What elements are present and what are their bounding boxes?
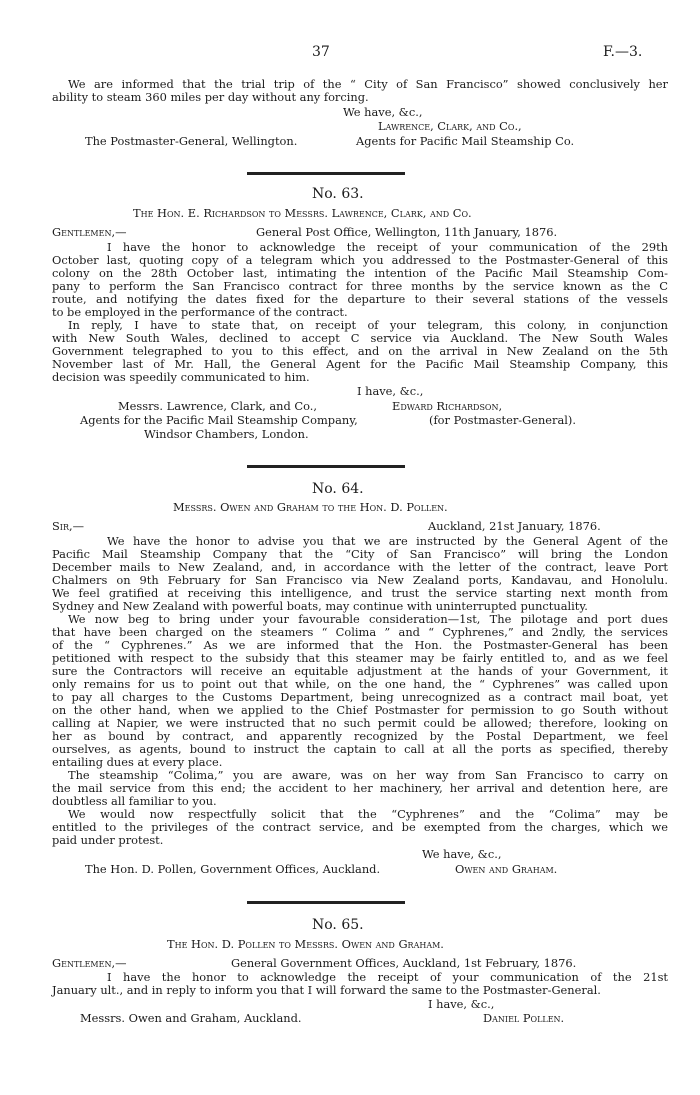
section-divider xyxy=(247,465,405,468)
body-line: We feel gratified at receiving this intelligence, and trust the service starting next month from xyxy=(52,586,668,600)
signature-note: (for Postmaster-General). xyxy=(429,413,576,427)
intro-line: ability to steam 360 miles per day without any forcing. xyxy=(52,90,369,104)
body-line: October last, quoting copy of a telegram which you addressed to the Postmaster-General of this xyxy=(52,253,668,267)
salutation: Gentlemen,— xyxy=(52,956,127,970)
body-line: only remains for us to point out that while, on the one hand, the “ Cyphrenes” was called upon xyxy=(52,677,668,691)
section-divider xyxy=(247,901,405,904)
body-line: January ult., and in reply to inform you that I will forward the same to the Postmaster-General. xyxy=(52,983,601,997)
body-line: paid under protest. xyxy=(52,833,164,847)
letter-heading: Messrs. Owen and Graham to the Hon. D. Pollen. xyxy=(173,500,448,514)
body-line: petitioned with respect to the subsidy that this steamer may be fairly entitled to, and as we feel xyxy=(52,651,668,665)
body-line: calling at Napier, we were instructed that no such permit could be allowed; therefore, looking on xyxy=(52,716,668,730)
salutation: Gentlemen,— xyxy=(52,225,127,239)
body-line: We have the honor to advise you that we are instructed by the General Agent of the xyxy=(107,534,668,548)
addressee-line: Messrs. Lawrence, Clark, and Co., xyxy=(118,399,318,413)
body-line: that have been charged on the steamers “ Colima ” and “ Cyphrenes,” and 2ndly, the services xyxy=(52,625,668,639)
letter-heading: The Hon. E. Richardson to Messrs. Lawrence, Clark, and Co. xyxy=(133,206,472,220)
body-line: decision was speedily communicated to him. xyxy=(52,370,310,384)
body-line: sure the Contractors will receive an equitable adjustment at the hands of your Government, it xyxy=(52,664,668,678)
salutation: Sir,— xyxy=(52,519,84,533)
body-line: I have the honor to acknowledge the receipt of your communication of the 21st xyxy=(107,970,668,984)
addressee-line: Windsor Chambers, London. xyxy=(144,427,309,441)
letter-heading: The Hon. D. Pollen to Messrs. Owen and Graham. xyxy=(167,937,444,951)
letter-number: No. 65. xyxy=(312,917,364,933)
body-line: with New South Wales, declined to accept C service via Auckland. The New South Wales xyxy=(52,331,668,345)
section-divider xyxy=(247,172,405,175)
body-line: entitled to the privileges of the contract service, and be exempted from the charges, which we xyxy=(52,820,668,834)
place-date: General Post Office, Wellington, 11th January, 1876. xyxy=(256,225,558,239)
page-number: 37 xyxy=(312,44,330,60)
body-line: We now beg to bring under your favourable consideration—1st, The pilotage and port dues xyxy=(68,612,668,626)
body-line: of the “ Cyphrenes.” As we are informed that the Hon. the Postmaster-General has been xyxy=(52,638,668,652)
signature: Lawrence, Clark, and Co., xyxy=(378,119,522,133)
body-line: December mails to New Zealand, and, in accordance with the letter of the contract, leave Port xyxy=(52,560,668,574)
signature: Edward Richardson, xyxy=(392,399,503,413)
body-line: Chalmers on 9th February for San Francisco via New Zealand ports, Kandavau, and Honolulu. xyxy=(52,573,668,587)
body-line: her as bound by contract, and apparently recognized by the Postal Department, we feel xyxy=(52,729,668,743)
body-line: on the other hand, when we applied to the Chief Postmaster for permission to go South without xyxy=(52,703,668,717)
body-line: I have the honor to acknowledge the receipt of your communication of the 29th xyxy=(107,240,668,254)
body-line: to be employed in the performance of the contract. xyxy=(52,305,348,319)
body-line: We would now respectfully solicit that the “Cyphrenes” and the “Colima” may be xyxy=(68,807,668,821)
body-line: ourselves, as agents, bound to instruct the captain to call at all the ports as specified, thereby xyxy=(52,742,668,756)
body-line: Sydney and New Zealand with powerful boats, may continue with uninterrupted punctuality. xyxy=(52,599,588,613)
place-date: Auckland, 21st January, 1876. xyxy=(428,519,601,533)
closing-line: We have, &c., xyxy=(422,847,502,861)
body-line: November last of Mr. Hall, the General Agent for the Pacific Mail Steamship Company, this xyxy=(52,357,668,371)
addressee: Messrs. Owen and Graham, Auckland. xyxy=(80,1011,302,1025)
letter-number: No. 63. xyxy=(312,186,364,202)
body-line: doubtless all familiar to you. xyxy=(52,794,217,808)
body-line: to pay all charges to the Customs Department, being unrecognized as a contract mail boat, yet xyxy=(52,690,668,704)
body-line: Government telegraphed to you to this effect, and on the arrival in New Zealand on the 5th xyxy=(52,344,668,358)
closing-line: I have, &c., xyxy=(428,997,495,1011)
signature: Daniel Pollen. xyxy=(483,1011,565,1025)
addressee: The Postmaster-General, Wellington. xyxy=(85,134,298,148)
addressee-line: Agents for the Pacific Mail Steamship Company, xyxy=(80,413,358,427)
signature-title: Agents for Pacific Mail Steamship Co. xyxy=(356,134,575,148)
closing-line: I have, &c., xyxy=(357,384,424,398)
body-line: pany to perform the San Francisco contract for three months by the service known as the C xyxy=(52,279,668,293)
body-line: route, and notifying the dates fixed for the departure to their several stations of the vessels xyxy=(52,292,668,306)
body-line: colony on the 28th October last, intimating the intention of the Pacific Mail Steamship Com- xyxy=(52,266,668,280)
addressee: The Hon. D. Pollen, Government Offices, Auckland. xyxy=(85,862,381,876)
body-line: entailing dues at every place. xyxy=(52,755,223,769)
intro-line: We are informed that the trial trip of the “ City of San Francisco” showed conclusively her xyxy=(68,77,668,91)
body-line: Pacific Mail Steamship Company that the “City of San Francisco” will bring the London xyxy=(52,547,668,561)
body-line: The steamship “Colima,” you are aware, was on her way from San Francisco to carry on xyxy=(68,768,668,782)
document-reference: F.—3. xyxy=(603,44,643,60)
body-line: In reply, I have to state that, on receipt of your telegram, this colony, in conjunction xyxy=(68,318,668,332)
signature: Owen and Graham. xyxy=(455,862,558,876)
place-date: General Government Offices, Auckland, 1st February, 1876. xyxy=(231,956,577,970)
body-line: the mail service from this end; the accident to her machinery, her arrival and detention here, are xyxy=(52,781,668,795)
letter-number: No. 64. xyxy=(312,481,364,497)
closing-line: We have, &c., xyxy=(343,105,423,119)
